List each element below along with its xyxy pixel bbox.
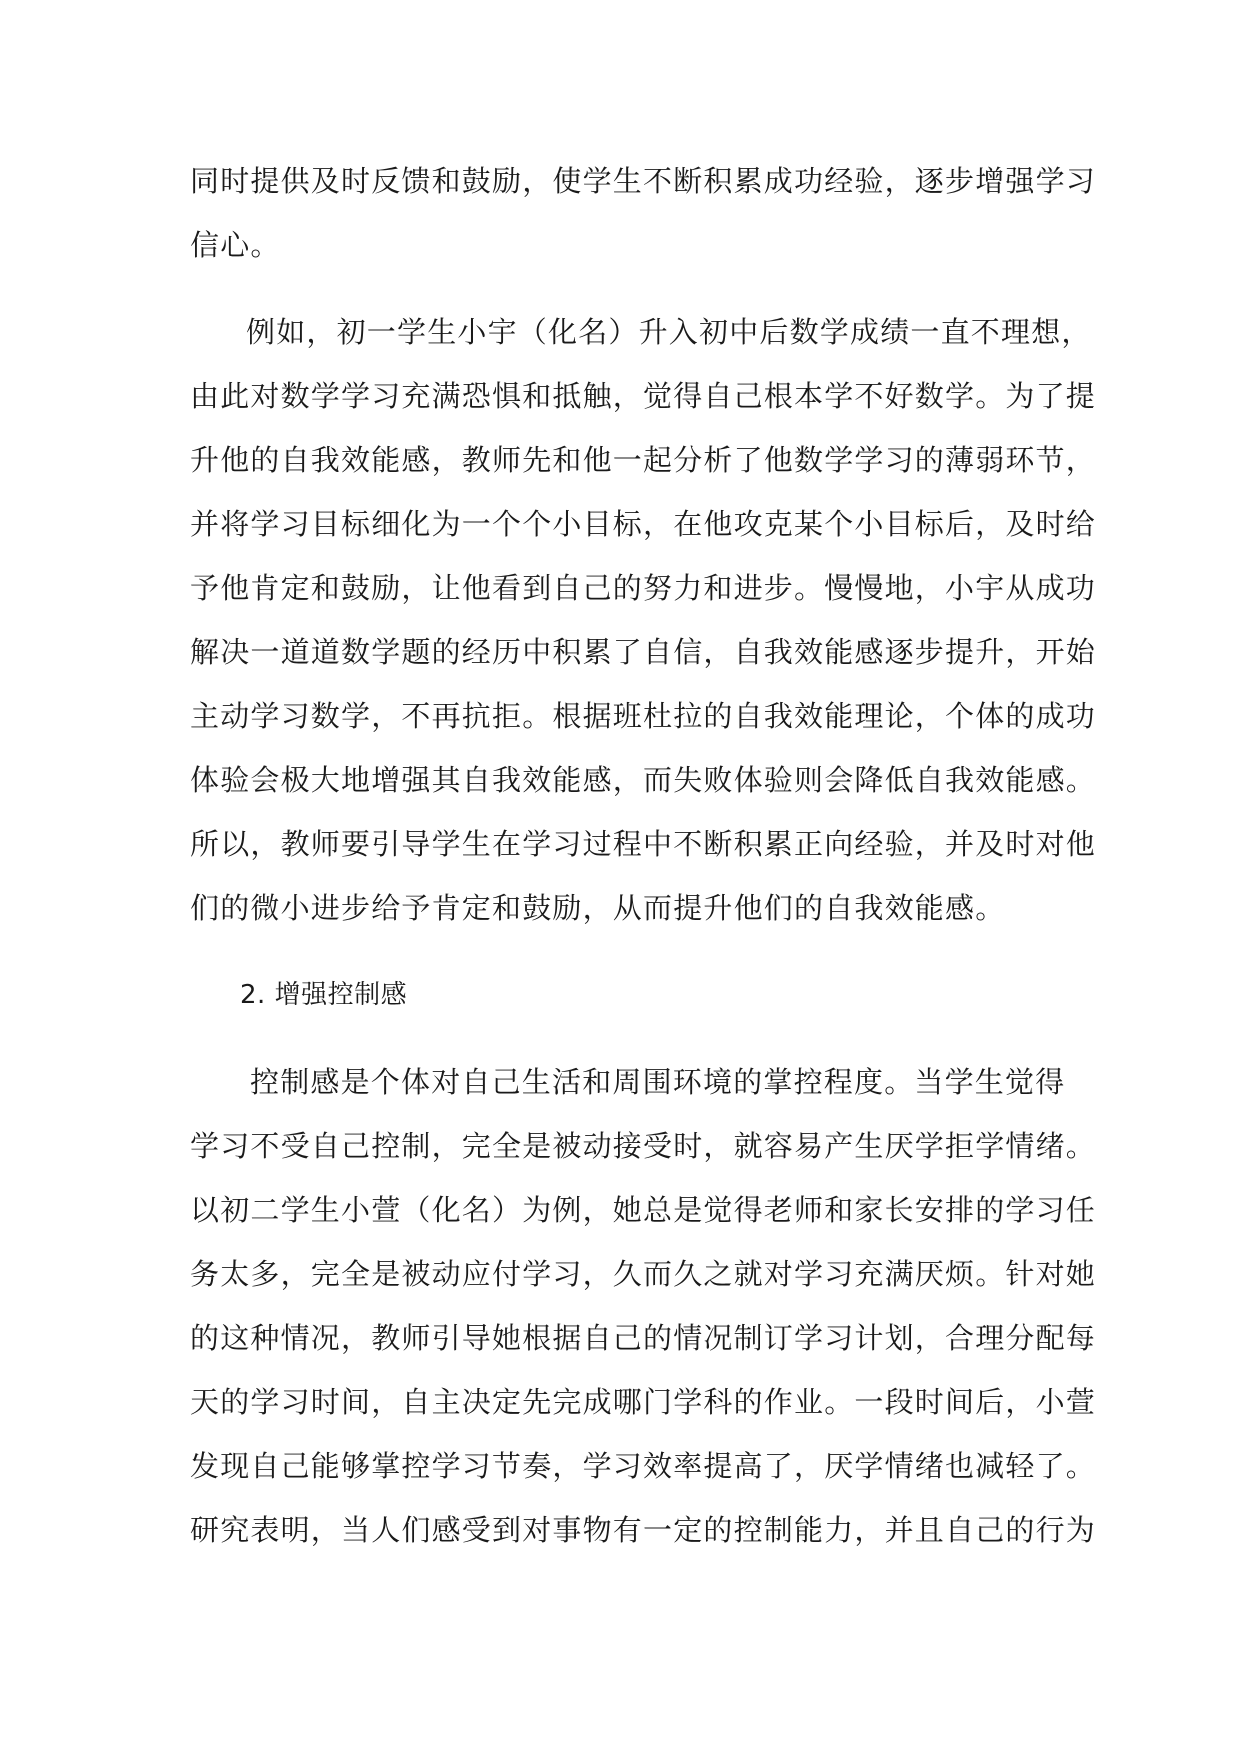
para3-line-8: 研究表明，当人们感受到对事物有一定的控制能力，并且自己的行为 <box>190 1513 1097 1547</box>
para2-line-5: 予他肯定和鼓励，让他看到自己的努力和进步。慢慢地，小宇从成功 <box>190 571 1097 605</box>
para1-line-2: 信心。 <box>190 228 281 262</box>
para2-line-3: 升他的自我效能感，教师先和他一起分析了他数学学习的薄弱环节， <box>190 443 1097 477</box>
para2-line-10: 们的微小进步给予肯定和鼓励，从而提升他们的自我效能感。 <box>190 891 1006 925</box>
para1-line-1: 同时提供及时反馈和鼓励，使学生不断积累成功经验，逐步增强学习 <box>190 164 1097 198</box>
para2-line-1: 例如，初一学生小宇（化名）升入初中后数学成绩一直不理想， <box>246 315 1092 349</box>
para2-line-2: 由此对数学学习充满恐惧和抵触，觉得自己根本学不好数学。为了提 <box>190 379 1097 413</box>
para2-line-4: 并将学习目标细化为一个个小目标，在他攻克某个小目标后，及时给 <box>190 507 1097 541</box>
para3-line-2: 学习不受自己控制，完全是被动接受时，就容易产生厌学拒学情绪。 <box>190 1129 1097 1163</box>
para3-line-6: 天的学习时间，自主决定先完成哪门学科的作业。一段时间后，小萱 <box>190 1385 1097 1419</box>
para3-line-1: 控制感是个体对自己生活和周围环境的掌控程度。当学生觉得 <box>250 1065 1066 1099</box>
para2-line-8: 体验会极大地增强其自我效能感，而失败体验则会降低自我效能感。 <box>190 763 1097 797</box>
para2-line-7: 主动学习数学，不再抗拒。根据班杜拉的自我效能理论，个体的成功 <box>190 699 1097 733</box>
para2-line-6: 解决一道道数学题的经历中积累了自信，自我效能感逐步提升，开始 <box>190 635 1097 669</box>
para3-line-3: 以初二学生小萱（化名）为例，她总是觉得老师和家长安排的学习任 <box>190 1193 1097 1227</box>
para3-line-7: 发现自己能够掌控学习节奏，学习效率提高了，厌学情绪也减轻了。 <box>190 1449 1097 1483</box>
para3-line-5: 的这种情况，教师引导她根据自己的情况制订学习计划，合理分配每 <box>190 1321 1097 1355</box>
section-heading: 2. 增强控制感 <box>240 980 408 1010</box>
para2-line-9: 所以，教师要引导学生在学习过程中不断积累正向经验，并及时对他 <box>190 827 1097 861</box>
para3-line-4: 务太多，完全是被动应付学习，久而久之就对学习充满厌烦。针对她 <box>190 1257 1097 1291</box>
